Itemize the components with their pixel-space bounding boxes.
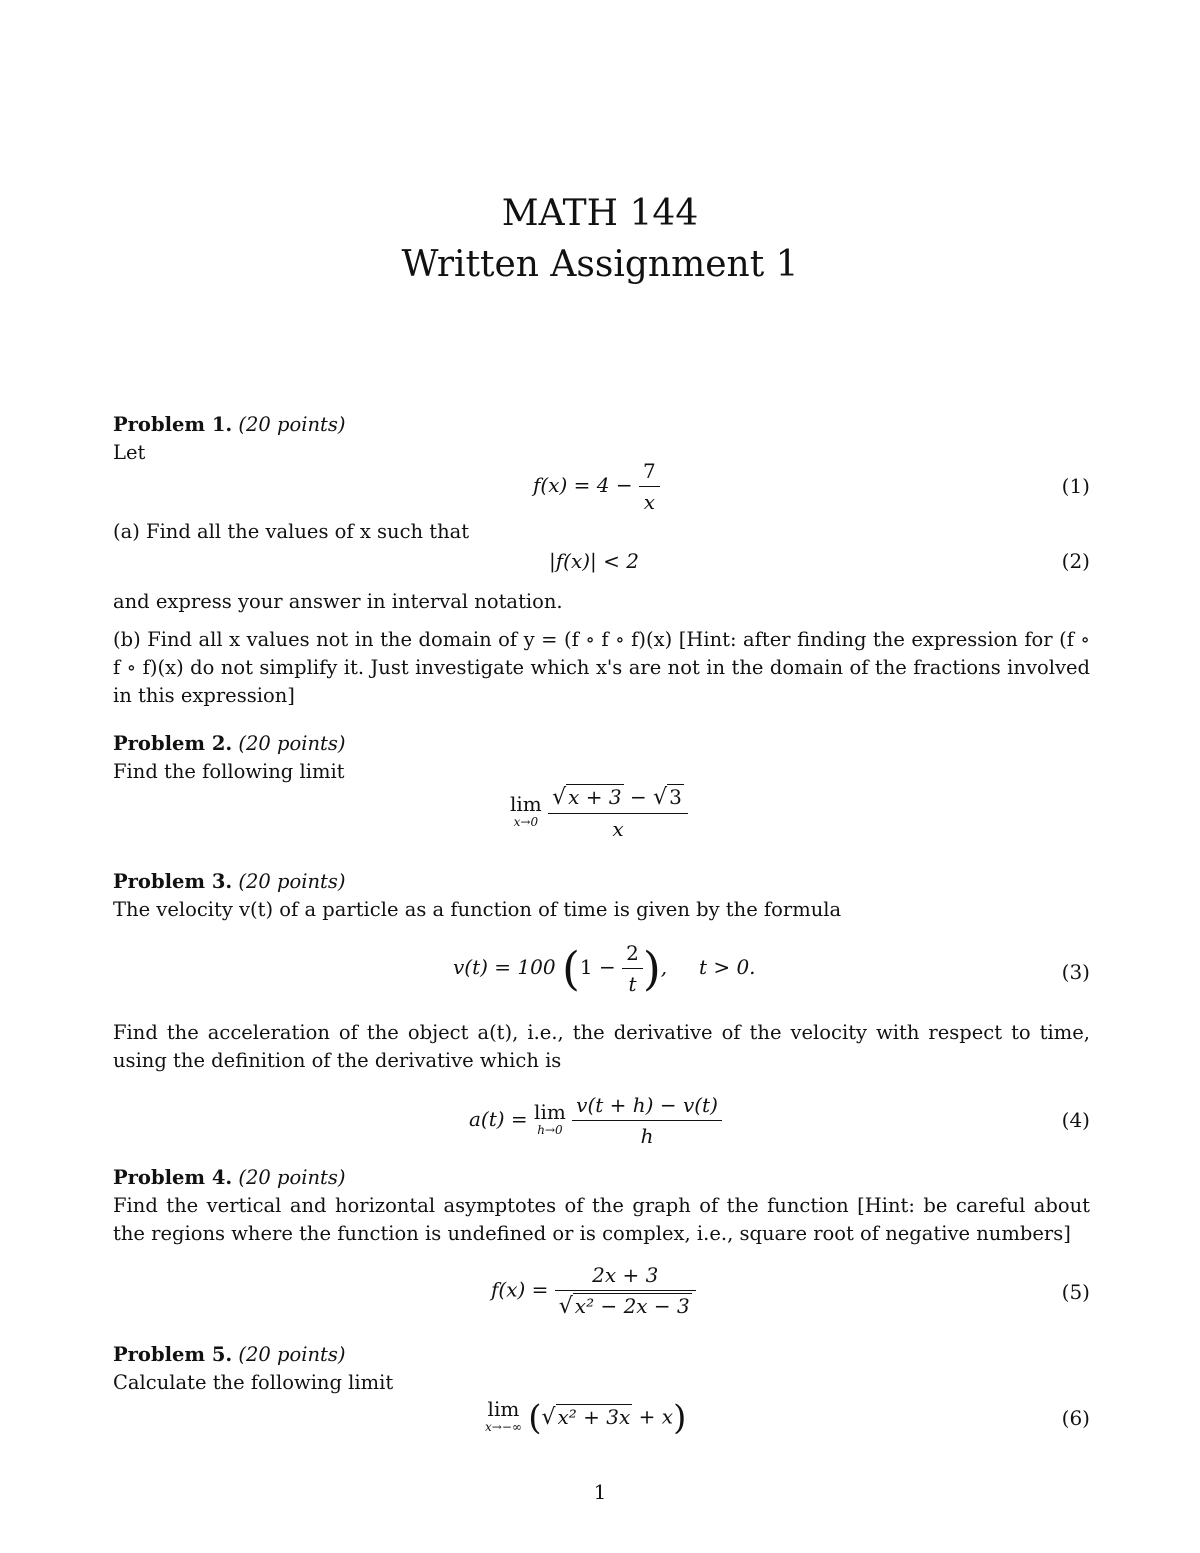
eq3-number: (3) — [1061, 960, 1090, 984]
course-title: MATH 144 — [501, 193, 699, 234]
problem-4-heading — [113, 1164, 1090, 1192]
eq4-fraction — [572, 1092, 722, 1149]
page-number: 1 — [593, 1480, 607, 1504]
problem-3-label: Problem 3. — [113, 870, 233, 893]
problem-3-intro: The velocity v(t) of a particle as a function of time is given by the formula — [113, 898, 842, 921]
problem-1-heading — [113, 411, 1090, 439]
problem-4-intro: Find the vertical and horizontal asymptotes of the graph of the function [Hint: be careful about the regions where the function is undefined or is complex, i.e., square root of negative numbers] — [113, 1194, 1090, 1245]
problem-1-points: (20 points) — [238, 413, 346, 436]
eq2-expression: |f(x)| < 2 — [549, 549, 639, 573]
equation-1 — [113, 458, 1090, 518]
problem-1-label: Problem 1. — [113, 413, 233, 436]
eq3-denominator: t — [628, 972, 637, 996]
p2-numerator: √ x + 3 − √ 3 — [548, 784, 688, 814]
p2-sqrt-b: √ 3 — [653, 785, 682, 810]
equation-5 — [113, 1262, 1090, 1328]
eq3-lhs: v(t) = 100 — [453, 955, 556, 979]
eq3-inner: 1 − — [579, 955, 616, 979]
p2-limit-operator: lim x→0 — [510, 792, 542, 829]
problem-5-intro: Calculate the following limit — [113, 1371, 394, 1394]
problem-1-intro: Let — [113, 441, 146, 464]
problem-2-intro: Find the following limit — [113, 760, 345, 783]
problem-3-points: (20 points) — [238, 870, 346, 893]
eq4-limit-operator: lim h→0 — [534, 1099, 566, 1137]
equation-4 — [113, 1092, 1090, 1154]
equation-2 — [113, 549, 1090, 579]
problem-4-points: (20 points) — [238, 1166, 346, 1189]
p2-fraction — [548, 784, 688, 842]
p2-denominator: x — [612, 817, 624, 841]
eq1-fraction — [639, 458, 660, 515]
problem-3-heading — [113, 868, 1090, 896]
problem-5-heading — [113, 1341, 1090, 1369]
limit-expression-2 — [113, 784, 1090, 846]
equation-6: lim x→−∞ (√ x² + 3x + x) (6) — [485, 1397, 1090, 1438]
eq1-numerator: 7 — [639, 458, 660, 487]
problem-2-heading — [113, 730, 1090, 758]
p2-sqrt-a: √ x + 3 — [552, 785, 622, 810]
eq6-sqrt: √ x² + 3x — [541, 1404, 631, 1430]
eq3-numerator: 2 — [622, 940, 643, 969]
eq3-condition: , t > 0. — [660, 955, 756, 979]
eq5-denominator: √ x² − 2x − 3 — [558, 1294, 690, 1319]
eq1-number: (1) — [1061, 474, 1090, 498]
eq4-lhs: a(t) = — [469, 1107, 528, 1131]
eq6-number: (6) — [1061, 1406, 1090, 1430]
problem-2-label: Problem 2. — [113, 732, 233, 755]
problem-1-part-a-tail: and express your answer in interval notation. — [113, 590, 563, 613]
eq6-tail: + x — [632, 1404, 674, 1429]
problem-5-points: (20 points) — [238, 1343, 346, 1366]
problem-2-points: (20 points) — [238, 732, 346, 755]
eq1-denominator: x — [643, 490, 655, 514]
eq4-number: (4) — [1061, 1108, 1090, 1132]
eq4-numerator: v(t + h) − v(t) — [572, 1092, 722, 1121]
eq2-number: (2) — [1061, 549, 1090, 573]
eq4-denominator: h — [640, 1124, 654, 1148]
eq5-lhs: f(x) = — [491, 1277, 549, 1302]
eq3-fraction — [622, 940, 643, 997]
problem-4-label: Problem 4. — [113, 1166, 233, 1189]
problem-5-label: Problem 5. — [113, 1343, 233, 1366]
problem-3-text: Find the acceleration of the object a(t), i.e., the derivative of the velocity with respect to time, using the definition of the derivative which is — [113, 1021, 1090, 1072]
eq5-number: (5) — [1061, 1280, 1090, 1304]
problem-1-part-b: (b) Find all x values not in the domain of y = (f ∘ f ∘ f)(x) [Hint: after finding the expression for (f ∘ f ∘ f)(x) do not simplify it. Just investigate which x's are not in the domain of the fractions involved in this expression] — [113, 628, 1090, 707]
assignment-title: Written Assignment 1 — [401, 244, 799, 285]
eq1-lhs: f(x) = 4 − — [533, 473, 633, 497]
eq5-fraction — [555, 1262, 696, 1320]
equation-3: v(t) = 100 (1 − $\frac{2}{t}$ ), t > 0. (3) — [453, 941, 1090, 996]
eq5-numerator: 2x + 3 — [555, 1262, 696, 1291]
problem-1-part-a: (a) Find all the values of x such that — [113, 520, 470, 543]
eq6-limit-operator: lim x→−∞ — [485, 1397, 522, 1434]
